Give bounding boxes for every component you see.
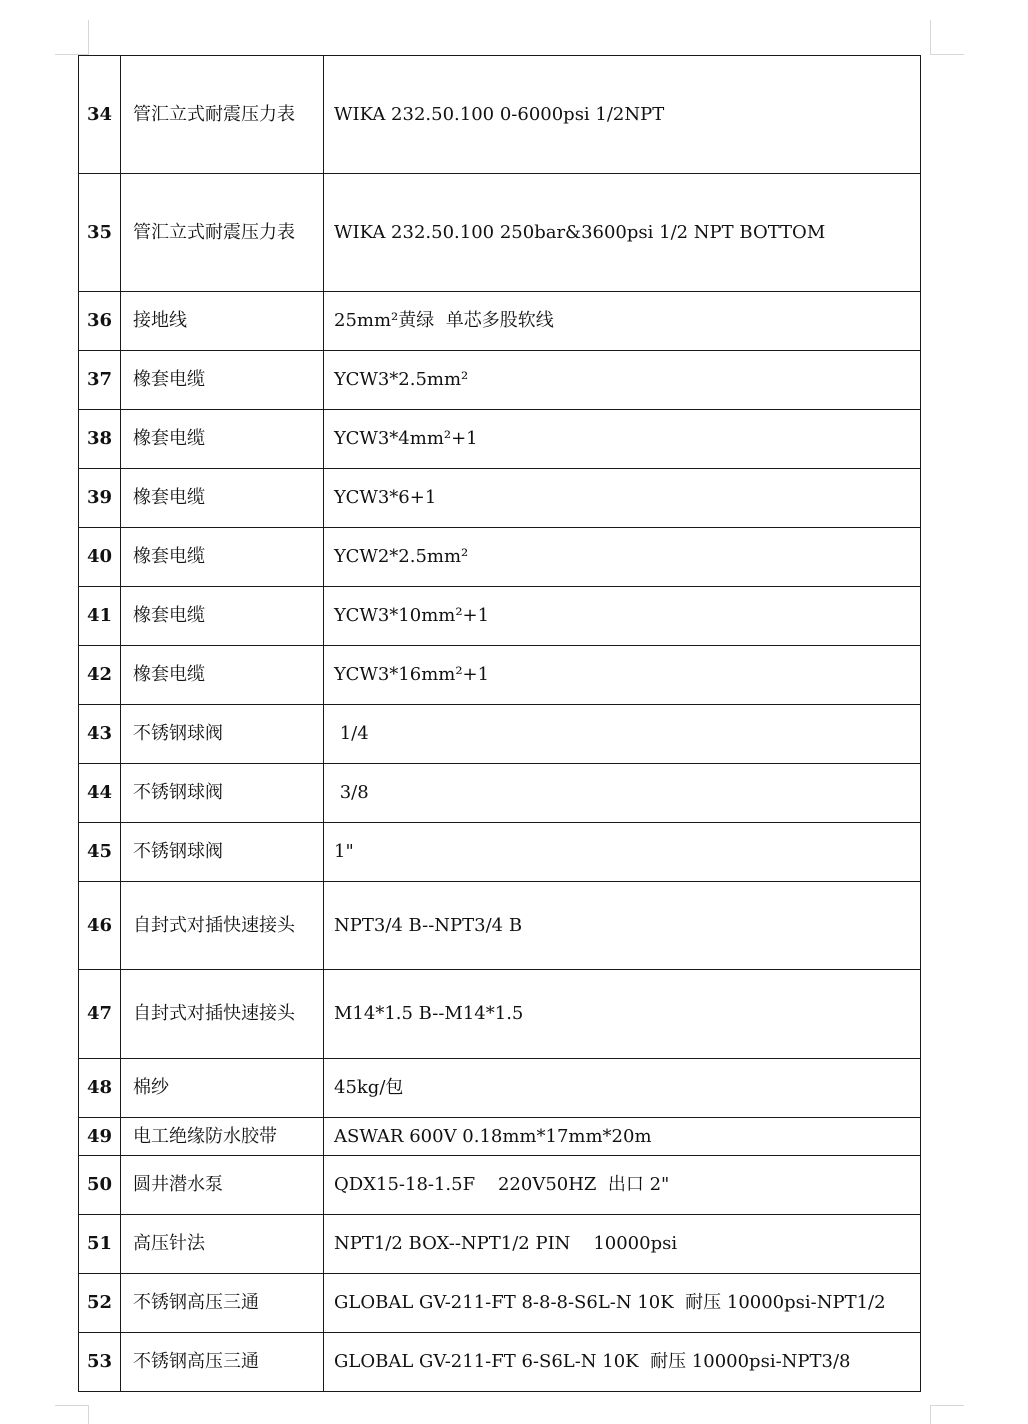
item-spec: NPT1/2 BOX--NPT1/2 PIN 10000psi bbox=[324, 1215, 921, 1274]
table-row bbox=[79, 1118, 921, 1156]
crop-mark bbox=[88, 1405, 89, 1424]
item-name: 管汇立式耐震压力表 bbox=[121, 174, 324, 292]
item-spec: M14*1.5 B--M14*1.5 bbox=[324, 970, 921, 1059]
row-number: 45 bbox=[79, 823, 121, 882]
table-row bbox=[79, 56, 921, 174]
item-name: 棉纱 bbox=[121, 1059, 324, 1118]
item-spec: 3/8 bbox=[324, 764, 921, 823]
row-number: 35 bbox=[79, 174, 121, 292]
table-row bbox=[79, 1274, 921, 1333]
crop-mark bbox=[930, 1405, 964, 1406]
table-row bbox=[79, 764, 921, 823]
item-name: 不锈钢高压三通 bbox=[121, 1333, 324, 1392]
crop-mark bbox=[88, 20, 89, 54]
row-number: 36 bbox=[79, 292, 121, 351]
item-spec: YCW2*2.5mm² bbox=[324, 528, 921, 587]
table-row bbox=[79, 469, 921, 528]
table-row bbox=[79, 646, 921, 705]
row-number: 50 bbox=[79, 1156, 121, 1215]
crop-mark bbox=[930, 20, 931, 54]
item-name: 橡套电缆 bbox=[121, 410, 324, 469]
item-spec: YCW3*2.5mm² bbox=[324, 351, 921, 410]
row-number: 39 bbox=[79, 469, 121, 528]
item-spec: GLOBAL GV-211-FT 8-8-8-S6L-N 10K 耐压 10000psi-NPT1/2 bbox=[324, 1274, 921, 1333]
row-number: 37 bbox=[79, 351, 121, 410]
item-name: 橡套电缆 bbox=[121, 587, 324, 646]
item-spec: YCW3*6+1 bbox=[324, 469, 921, 528]
item-name: 橡套电缆 bbox=[121, 528, 324, 587]
table-row bbox=[79, 1215, 921, 1274]
row-number: 53 bbox=[79, 1333, 121, 1392]
table-row bbox=[79, 1059, 921, 1118]
item-name: 橡套电缆 bbox=[121, 646, 324, 705]
row-number: 52 bbox=[79, 1274, 121, 1333]
table-row bbox=[79, 705, 921, 764]
table-row bbox=[79, 823, 921, 882]
item-spec: YCW3*16mm²+1 bbox=[324, 646, 921, 705]
row-number: 48 bbox=[79, 1059, 121, 1118]
table-row bbox=[79, 292, 921, 351]
table-row bbox=[79, 970, 921, 1059]
item-spec: 25mm²黄绿 单芯多股软线 bbox=[324, 292, 921, 351]
item-spec: QDX15-18-1.5F 220V50HZ 出口 2" bbox=[324, 1156, 921, 1215]
item-spec: 45kg/包 bbox=[324, 1059, 921, 1118]
row-number: 41 bbox=[79, 587, 121, 646]
item-spec: GLOBAL GV-211-FT 6-S6L-N 10K 耐压 10000psi-NPT3/8 bbox=[324, 1333, 921, 1392]
table-row bbox=[79, 1333, 921, 1392]
crop-mark bbox=[930, 1405, 931, 1424]
row-number: 42 bbox=[79, 646, 121, 705]
table-row bbox=[79, 587, 921, 646]
table-row bbox=[79, 351, 921, 410]
item-spec: YCW3*4mm²+1 bbox=[324, 410, 921, 469]
item-name: 圆井潜水泵 bbox=[121, 1156, 324, 1215]
table-row bbox=[79, 410, 921, 469]
item-name: 不锈钢球阀 bbox=[121, 823, 324, 882]
item-spec: 1" bbox=[324, 823, 921, 882]
item-name: 高压针法 bbox=[121, 1215, 324, 1274]
row-number: 44 bbox=[79, 764, 121, 823]
item-name: 不锈钢球阀 bbox=[121, 705, 324, 764]
item-name: 电工绝缘防水胶带 bbox=[121, 1118, 324, 1156]
table-row bbox=[79, 174, 921, 292]
row-number: 46 bbox=[79, 882, 121, 970]
row-number: 49 bbox=[79, 1118, 121, 1156]
item-name: 自封式对插快速接头 bbox=[121, 882, 324, 970]
item-name: 接地线 bbox=[121, 292, 324, 351]
row-number: 47 bbox=[79, 970, 121, 1059]
item-spec: NPT3/4 B--NPT3/4 B bbox=[324, 882, 921, 970]
item-name: 管汇立式耐震压力表 bbox=[121, 56, 324, 174]
item-spec: ASWAR 600V 0.18mm*17mm*20m bbox=[324, 1118, 921, 1156]
row-number: 34 bbox=[79, 56, 121, 174]
table-row bbox=[79, 882, 921, 970]
item-name: 自封式对插快速接头 bbox=[121, 970, 324, 1059]
row-number: 38 bbox=[79, 410, 121, 469]
item-name: 橡套电缆 bbox=[121, 469, 324, 528]
row-number: 43 bbox=[79, 705, 121, 764]
equipment-spec-table bbox=[78, 55, 921, 1392]
item-spec: WIKA 232.50.100 0-6000psi 1/2NPT bbox=[324, 56, 921, 174]
crop-mark bbox=[930, 54, 964, 55]
item-spec: WIKA 232.50.100 250bar&3600psi 1/2 NPT BOTTOM bbox=[324, 174, 921, 292]
item-name: 橡套电缆 bbox=[121, 351, 324, 410]
item-spec: YCW3*10mm²+1 bbox=[324, 587, 921, 646]
table-row bbox=[79, 528, 921, 587]
item-spec: 1/4 bbox=[324, 705, 921, 764]
table-row bbox=[79, 1156, 921, 1215]
crop-mark bbox=[55, 1405, 89, 1406]
row-number: 51 bbox=[79, 1215, 121, 1274]
row-number: 40 bbox=[79, 528, 121, 587]
item-name: 不锈钢球阀 bbox=[121, 764, 324, 823]
item-name: 不锈钢高压三通 bbox=[121, 1274, 324, 1333]
